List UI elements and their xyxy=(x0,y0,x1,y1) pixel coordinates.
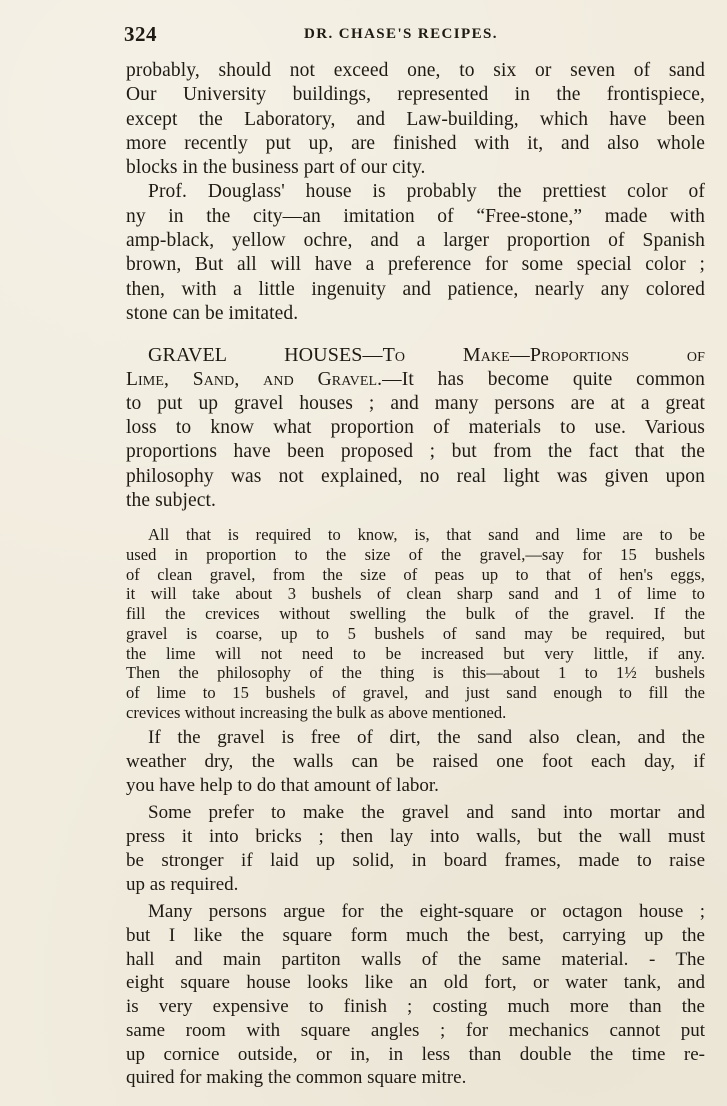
text-line: be stronger if laid up solid, in board frames, made to raise xyxy=(126,849,705,871)
paragraph-bricks xyxy=(126,801,705,896)
text-line: proportions have been proposed ; but from the fact that the xyxy=(126,441,705,463)
text-line: of lime to 15 bushels of gravel, and just sand enough to fill the xyxy=(126,682,705,702)
text-line: is very expensive to finish ; costing much more than the xyxy=(126,996,705,1018)
text-line: more recently put up, are finished with it, and also whole xyxy=(126,132,705,154)
page-number: 324 xyxy=(124,22,157,46)
text-line: gravel is coarse, up to 5 bushels of sand may be required, but xyxy=(126,623,705,643)
text-line: you have help to do that amount of labor. xyxy=(126,774,439,796)
section-title: GRAVEL HOUSES— xyxy=(148,344,383,367)
paragraph-douglass xyxy=(126,180,705,326)
text-line: Prof. Douglass' house is probably the prettiest color of xyxy=(148,181,705,203)
text-line: Our University buildings, represented in the frontispiece, xyxy=(126,84,705,106)
text-line: to put up gravel houses ; and many persons are at a great xyxy=(126,392,705,414)
page-header xyxy=(124,22,705,52)
text-line: Many persons argue for the eight-square or octagon house ; xyxy=(148,901,705,923)
text-line: the lime will not need to be increased but very little, if any. xyxy=(126,643,705,663)
text-line: then, with a little ingenuity and patience, nearly any colored xyxy=(126,278,705,300)
paragraph-dirt xyxy=(126,726,705,797)
text-line: Then the philosophy of the thing is this—about 1 to 1½ bushels xyxy=(126,663,705,683)
section-subtitle: To Make—Proportions of xyxy=(382,344,705,367)
text-line: loss to know what proportion of materials to use. Various xyxy=(126,417,705,439)
text-line xyxy=(126,368,705,392)
text-line: ny in the city—an imitation of “Free-stone,” made with xyxy=(126,205,705,227)
section-gravel-houses xyxy=(126,343,705,513)
text-line: probably, should not exceed one, to six or seven of sand xyxy=(126,60,705,81)
paragraph-top xyxy=(126,59,705,180)
text-line: it will take about 3 bushels of clean sharp sand and 1 of lime to xyxy=(126,584,705,604)
section-subtitle-continued: Lime, Sand, and Gravel. xyxy=(126,368,383,390)
section-heading xyxy=(126,343,705,367)
text-line: the subject. xyxy=(126,490,217,512)
text-line: amp-black, yellow ochre, and a larger proportion of Spanish xyxy=(126,230,705,252)
text-line: crevices without increasing the bulk as above mentioned. xyxy=(126,702,507,722)
text-line: All that is required to know, is, that sand and lime are to be xyxy=(148,525,705,545)
text-line: except the Laboratory, and Law-building, which have been xyxy=(126,108,705,130)
text-line: but I like the square form much the best, carrying up the xyxy=(126,925,705,946)
text-line: philosophy was not explained, no real light was given upon xyxy=(126,465,705,487)
text-line: eight square house looks like an old fort, or water tank, and xyxy=(126,972,705,994)
text-fragment: —It has become quite common xyxy=(382,368,705,390)
text-line: weather dry, the walls can be raised one foot each day, if xyxy=(126,751,705,773)
text-line: quired for making the common square mitre. xyxy=(126,1067,467,1089)
text-line: stone can be imitated. xyxy=(126,302,299,324)
paragraph-octagon xyxy=(126,900,705,1090)
text-line: hall and main partiton walls of the same material. - The xyxy=(126,948,705,970)
text-line: Some prefer to make the gravel and sand into mortar and xyxy=(148,802,705,824)
text-line: blocks in the business part of our city. xyxy=(126,157,426,179)
text-line: same room with square angles ; for mechanics cannot put xyxy=(126,1019,705,1041)
text-line: of clean gravel, from the size of peas up to that of hen's eggs, xyxy=(126,564,705,584)
text-line: If the gravel is free of dirt, the sand also clean, and the xyxy=(148,727,705,749)
text-line: fill the crevices without swelling the bulk of the gravel. If the xyxy=(126,604,705,624)
paragraph-required xyxy=(126,525,705,722)
text-line: up as required. xyxy=(126,873,239,895)
text-line: press it into bricks ; then lay into walls, but the wall must xyxy=(126,826,705,848)
text-line: brown, But all will have a preference for some special color ; xyxy=(126,254,705,276)
text-line: used in proportion to the size of the gravel,—say for 15 bushels xyxy=(126,545,705,565)
running-head: DR. CHASE'S RECIPES. xyxy=(304,26,498,42)
text-line: up cornice outside, or in, in less than double the time re- xyxy=(126,1043,705,1065)
